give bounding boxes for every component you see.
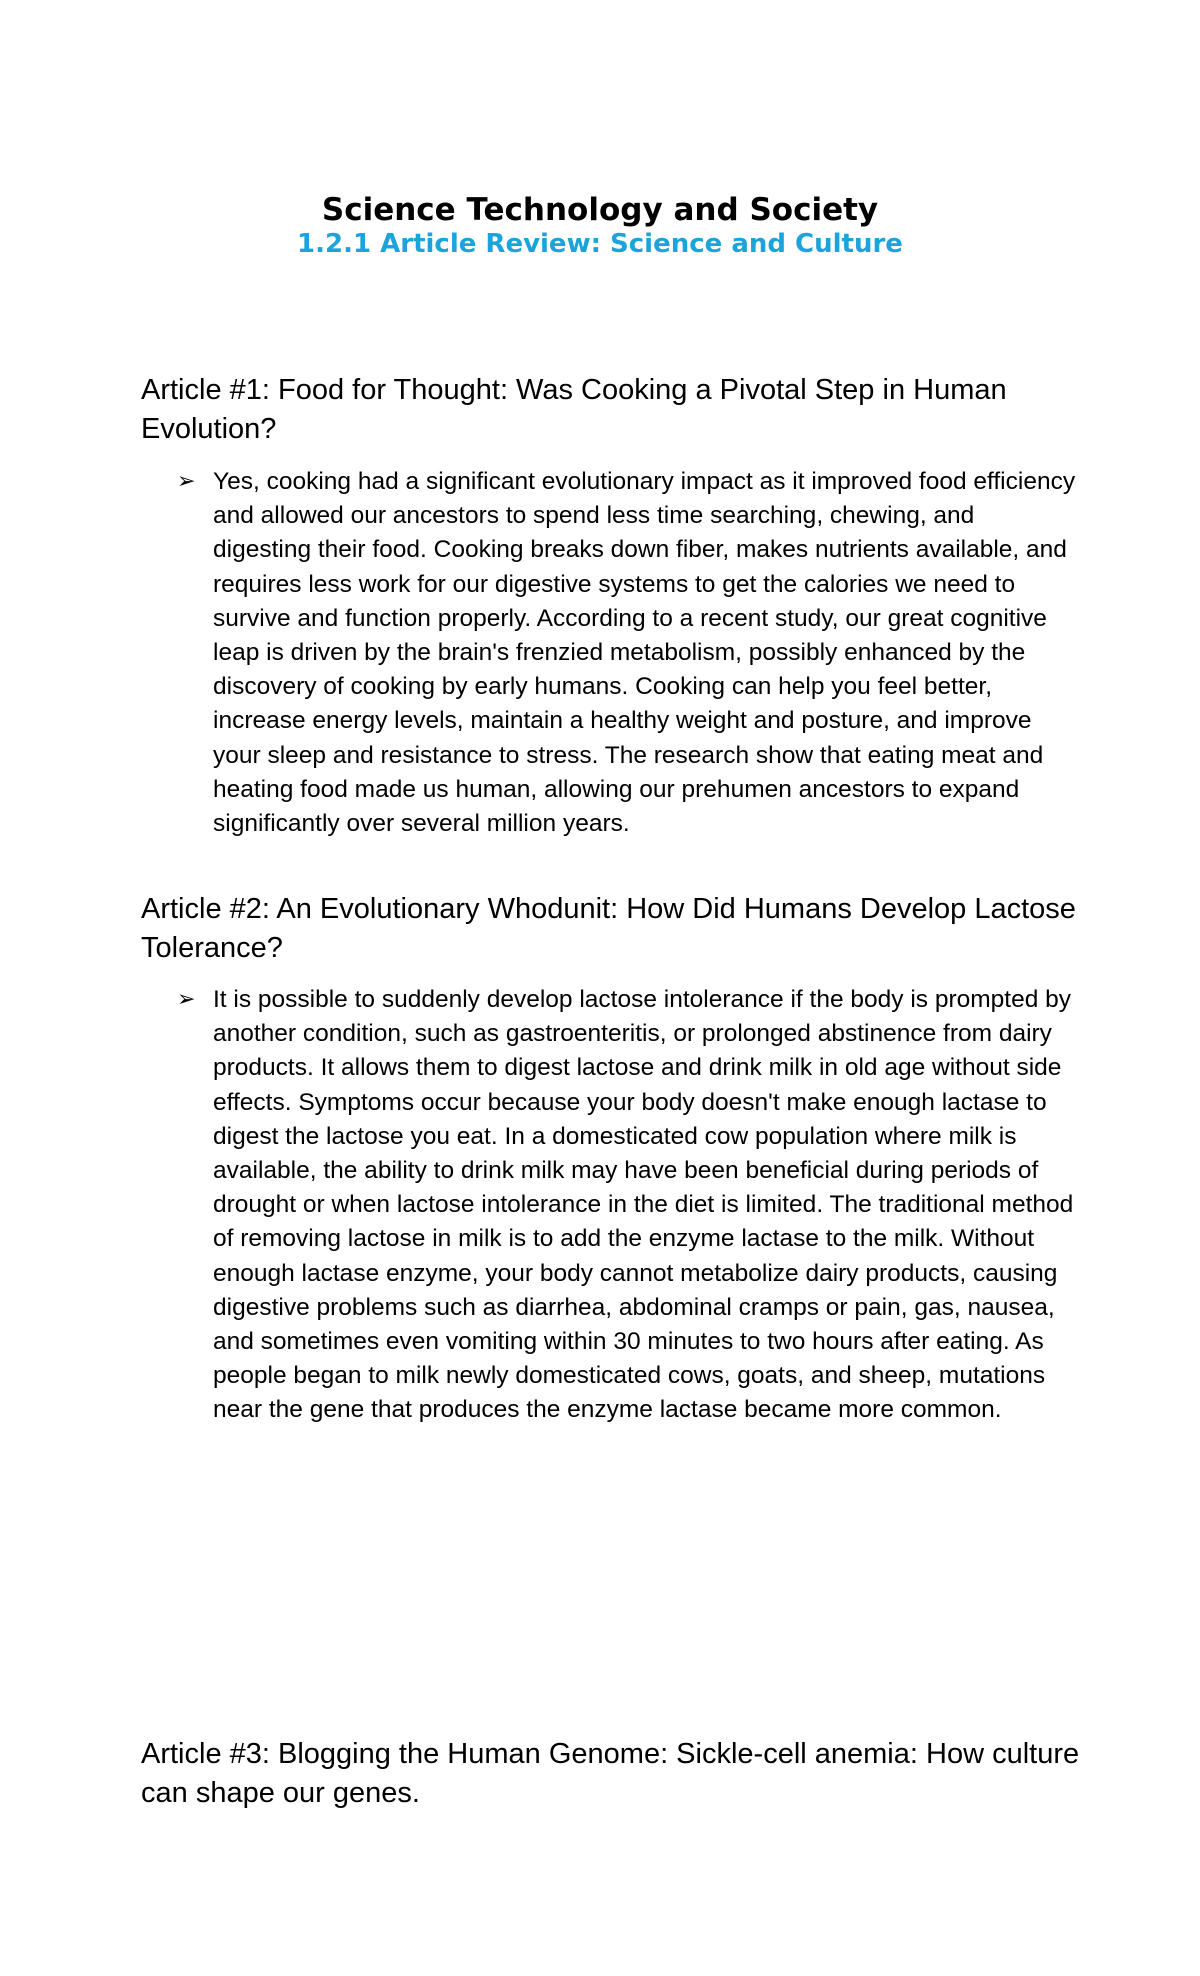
article-2-bullet-text: It is possible to suddenly develop lactose intolerance if the body is prompted by another condition, such as gastroenteritis, or prolonged abstinence from dairy products. It allows them to digest lactose and drink milk in old age without side effects. Symptoms occur because your body doesn't make enough lactase to digest the lactose you eat. In a domesticated cow population where milk is available, the ability to drink milk may have been beneficial during periods of drought or when lactose intolerance in the diet is limited. The traditional method of removing lactose in milk is to add the enzyme lactase to the milk. Without enough lactase enzyme, your body cannot metabolize dairy products, causing digestive problems such as diarrhea, abdominal cramps or pain, gas, nausea, and sometimes even vomiting within 30 minutes to two hours after eating. As people began to milk newly domesticated cows, goats, and sheep, mutations near the gene that produces the enzyme lactase became more common. [213, 986, 1074, 1424]
article-3-heading: Article #3: Blogging the Human Genome: Sickle-cell anemia: How culture can shape our genes. [141, 1738, 1080, 1809]
document-title: Science Technology and Society [321, 192, 879, 228]
article-2-heading: Article #2: An Evolutionary Whodunit: How Did Humans Develop Lactose Tolerance? [141, 893, 1076, 964]
article-1-bullet-text: Yes, cooking had a significant evolutionary impact as it improved food efficiency and allowed our ancestors to spend less time searching, chewing, and digesting their food. Cooking breaks down fiber, makes nutrients available, and requires less work for our digestive systems to get the calories we need to survive and function properly. According to a recent study, our great cognitive leap is driven by the brain's frenzied metabolism, possibly enhanced by the discovery of cooking by early humans. Cooking can help you feel better, increase energy levels, maintain a healthy weight and posture, and improve your sleep and resistance to stress. The research show that eating meat and heating food made us human, allowing our prehumen ancestors to expand significantly over several million years. [213, 468, 1076, 838]
article-1-heading: Article #1: Food for Thought: Was Cooking a Pivotal Step in Human Evolution? [141, 374, 1007, 445]
arrow-bullet-icon: ➢ [177, 987, 196, 1012]
arrow-bullet-icon: ➢ [177, 469, 196, 494]
document-subtitle: 1.2.1 Article Review: Science and Culture [297, 229, 903, 259]
